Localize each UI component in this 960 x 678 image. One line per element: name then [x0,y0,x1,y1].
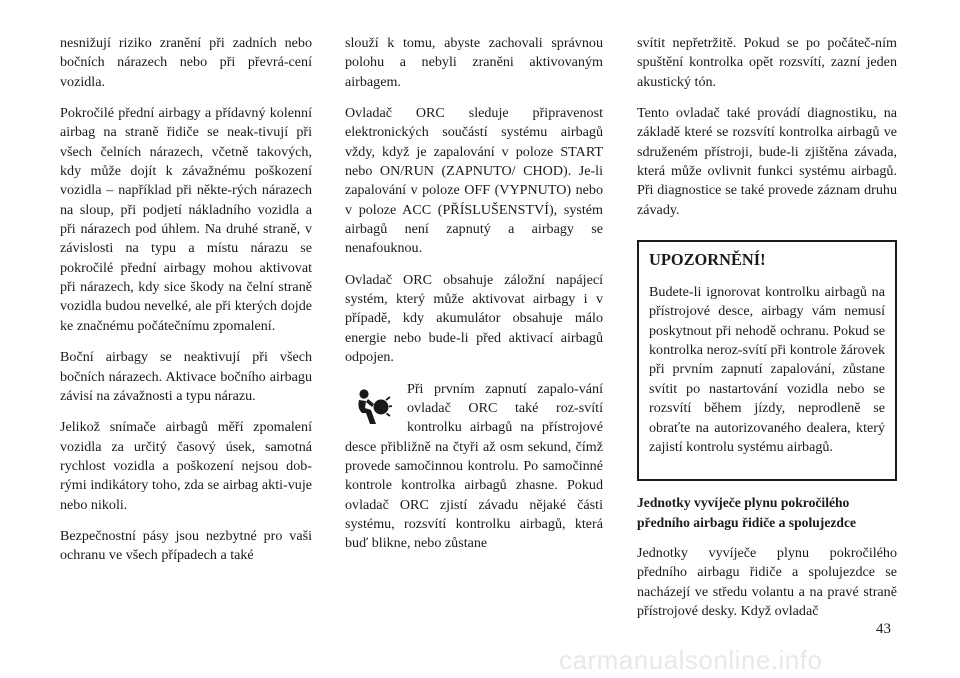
section-heading: Jednotky vyvíječe plynu pokročilého předního airbagu řidiče a spolujezdce [637,495,857,530]
warning-title: UPOZORNĚNÍ! [649,250,766,270]
airbag-warning-icon [353,386,393,426]
paragraph: nesnižují riziko zranění při zadních nebo bočních nárazech nebo při převrá-cení vozidla. [60,35,312,90]
warning-body: Budete-li ignorovat kontrolku airbagů na přístrojové desce, airbagy vám nemusí poskytnout při nehodě ochranu. Pokud se kontrolka neroz-svítí při kontrole žárovek při prvním zapnutí zapalování, zůstane svítit po nastartování vozidla nebo se rozsvítí během jízdy, neprodleně se obraťte na autorizovaného dealera, který zajistí kontrolu systému airbagů. [649,284,885,455]
warning-box [637,240,897,481]
icon-paragraph [345,380,603,554]
page-number: 43 [876,621,891,637]
paragraph: Jednotky vyvíječe plynu pokročilého předního airbagu řidiče a spolujezdce se nacházejí ve středu volantu a na pravé straně přístrojové desky. Když ovladač [637,544,897,619]
paragraph: Jelikož snímače airbagů měří zpomalení vozidla za určitý časový úsek, samotná rychlost vozidla a poškození nejsou dob-rými indikátory toho, zda se airbag akti-vuje nebo nikoli. [60,419,312,513]
column-left [60,34,312,578]
paragraph: svítit nepřetržitě. Pokud se po počáteč-ním spuštění kontrolka opět rozsvítí, zazní jeden akustický tón. [637,35,897,90]
paragraph: Bezpečnostní pásy jsou nezbytné pro vaši ochranu ve všech případech a také [60,527,312,564]
footer-watermark: carmanualsonline.info [559,645,823,675]
paragraph: Ovladač ORC sleduje připravenost elektronických součástí systému airbagů vždy, když je zapalování v poloze START nebo ON/RUN (ZAPNUTO/ CHOD). Je-li zapalování v poloze OFF (VYPNUTO) nebo v poloze ACC (PŘÍSLUŠENSTVÍ), systém airbagů není zapnutý a airbagy se nenafouknou. [345,105,603,257]
paragraph: slouží k tomu, abyste zachovali správnou polohu a nebyli zraněni aktivovaným airbagem. [345,35,603,90]
paragraph: Boční airbagy se neaktivují při všech bočních nárazech. Aktivace bočního airbagu závisí na závažnosti a typu nárazu. [60,349,312,404]
paragraph: Při prvním zapnutí zapalo-vání ovladač ORC také roz-svítí kontrolku airbagů na přístrojové desce přibližně na čtyři až osm sekund, čímž provede samočinnou kontrolu. Po samočinné kontrole kontrolka airbagů zhasne. Pokud ovladač ORC zjistí závadu nějaké části systému, rozsvítí kontrolku airbagů, která buď blikne, nebo zůstane [345,380,603,552]
column-middle [345,34,603,566]
paragraph: Ovladač ORC obsahuje záložní napájecí systém, který může aktivovat airbagy i v případě, kdy akumulátor obsahuje málo energie nebo bude-li před aktivací airbagů odpojen. [345,271,603,366]
paragraph: Tento ovladač také provádí diagnostiku, na základě které se rozsvítí kontrolka airbagů ve sdruženém přístroji, bude-li zjištěna závada, která může ovlivnit funkci systému airbagů. Při diagnostice se také provede záznam druhu závady. [637,105,897,218]
paragraph: Pokročilé přední airbagy a přídavný kolenní airbag na straně řidiče se neak-tivují při všech čelních nárazech, včetně takových, kdy může dojít k závažnému poškození vozidla – například při někte-rých nárazech na sloup, při podjetí nákladního vozidla a při nárazech pod úhlem. Na druhé straně, v závislosti na typu a místu nárazu se pokročilé přední airbagy mohou aktivovat při nárazech, kdy sice škody na čelní straně vozidla budou nevelké, ale při kterých dojde ke značnému počátečnímu zpomalení. [60,105,312,334]
column-right [637,34,897,633]
